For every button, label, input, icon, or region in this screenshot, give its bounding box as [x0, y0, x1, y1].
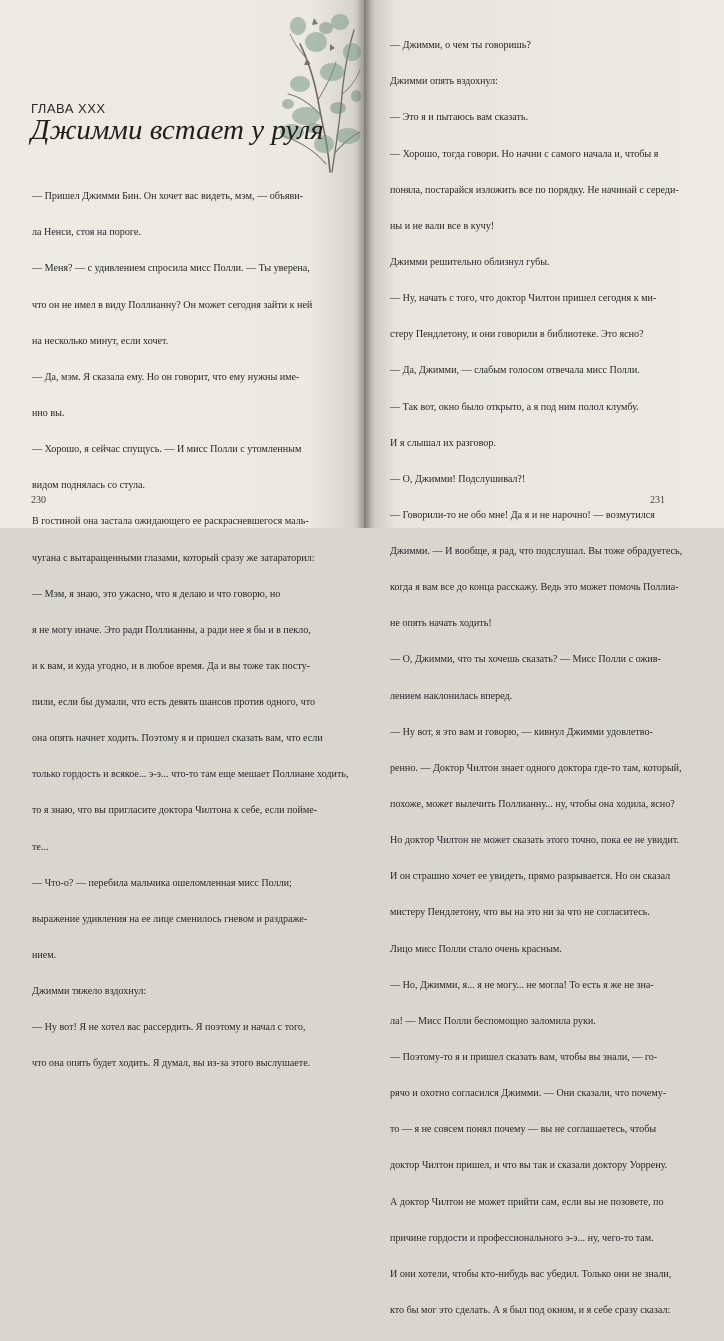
text-line: Лицо мисс Полли стало очень красным. — [390, 943, 562, 955]
text-line: доктор Чилтон пришел, и что вы так и сказали доктору Уоррену. — [390, 1160, 668, 1172]
text-line: на несколько минут, если хочет. — [32, 335, 169, 347]
text-line: ла Ненси, стоя на пороге. — [32, 227, 141, 239]
text-line: что он не имел в виду Поллианну? Он может сегодня зайти к ней — [32, 299, 313, 311]
text-line: Джимми опять вздохнул: — [390, 76, 498, 88]
text-line: — Поэтому-то я и пришел сказать вам, чтобы вы знали, — го- — [390, 1052, 658, 1064]
text-line: Джимми тяжело вздохнул: — [32, 986, 147, 998]
text-line: выражение удивления на ее лице сменилось гневом и раздраже- — [32, 913, 308, 925]
text-line: пили, если бы думали, что есть девять шансов против одного, что — [32, 697, 316, 709]
text-line: видом поднялась со стула. — [32, 480, 145, 492]
text-line: — Так вот, окно было открыто, а я под ним полол клумбу. — [390, 401, 639, 413]
text-line: — Ну вот, я это вам и говорю, — кивнул Джимми удовлетво- — [390, 726, 653, 738]
text-line: Джимми. — И вообще, я рад, что подслушал. Вы тоже обрадуетесь, — [390, 546, 683, 558]
chapter-title: Джимми встает у руля — [31, 114, 324, 146]
left-page — [0, 0, 364, 1070]
text-line: мистеру Пендлетону, что вы на это ни за что не согласитесь. — [390, 907, 650, 919]
text-line: нно вы. — [32, 407, 65, 419]
text-line: — Хорошо, я сейчас спущусь. — И мисс Полли с утомленным — [32, 444, 302, 456]
text-line: — О, Джимми! Подслушивал?! — [390, 473, 526, 485]
text-line: нием. — [32, 950, 57, 962]
text-line: кто бы мог это сделать. А я был под окном, и я себе сразу сказал: — [390, 1305, 671, 1317]
text-line: то я знаю, что вы пригласите доктора Чилтона к себе, если пойме- — [32, 805, 318, 817]
text-line: — Говорили-то не обо мне! Да я и не нарочно! — возмутился — [390, 509, 655, 521]
text-line: — Хорошо, тогда говори. Но начни с самого начала и, чтобы я — [390, 148, 659, 160]
text-line: — Мэм, я знаю, это ужасно, что я делаю и что говорю, но — [32, 588, 281, 600]
text-line: В гостиной она застала ожидающего ее раскрасневшегося маль- — [32, 516, 309, 528]
chapter-label: ГЛАВА XXX — [31, 101, 106, 116]
text-line: поняла, постарайся изложить все по порядку. Не начинай с середи- — [390, 184, 679, 196]
text-line: когда я вам все до конца расскажу. Ведь это может помочь Поллиа- — [390, 582, 679, 594]
book-gutter-shadow — [356, 0, 372, 528]
text-line: чугана с вытаращенными глазами, который сразу же затараторил: — [32, 552, 315, 564]
text-line: она опять начнет ходить. Поэтому я и пришел сказать вам, что если — [32, 733, 323, 745]
text-line: стеру Пендлетону, и они говорили в библиотеке. Это ясно? — [390, 329, 644, 341]
text-line: те... — [32, 841, 49, 853]
text-line: ны и не вали все в кучу! — [390, 220, 495, 232]
text-line: А доктор Чилтон не может прийти сам, если вы не позовете, по — [390, 1196, 664, 1208]
text-line: И он страшно хочет ее увидеть, прямо разрывается. Но он сказал — [390, 871, 671, 883]
text-line: похоже, может вылечить Поллианну... ну, чтобы она ходила, ясно? — [390, 799, 675, 811]
text-line: — Ну вот! Я не хотел вас рассердить. Я поэтому и начал с того, — [32, 1022, 306, 1034]
chapter-illustration — [270, 4, 362, 174]
text-line: рячо и охотно согласился Джимми. — Они сказали, что почему- — [390, 1088, 667, 1100]
text-line: Джимми решительно облизнул губы. — [390, 256, 550, 268]
right-page-text — [390, 16, 682, 1341]
text-line: ла! — Мисс Полли беспомощно заломила руки. — [390, 1015, 596, 1027]
text-line: лением наклонилась вперед. — [390, 690, 513, 702]
text-line: — Да, мэм. Я сказала ему. Но он говорит, что ему нужны име- — [32, 371, 300, 383]
left-page-text — [32, 167, 349, 1095]
text-line: — Да, Джимми, — слабым голосом отвечала мисс Полли. — [390, 365, 640, 377]
text-line: И я слышал их разговор. — [390, 437, 496, 449]
text-line: и к вам, и куда угодно, и в любое время. Да и вы тоже так посту- — [32, 660, 311, 672]
text-line: только гордость и всякое... э-э... что-то там еще мешает Поллиане ходить, — [32, 769, 349, 781]
text-line: — Ну, начать с того, что доктор Чилтон пришел сегодня к ми- — [390, 293, 657, 305]
text-line: — Но, Джимми, я... я не могу... не могла! То есть я же не зна- — [390, 979, 654, 991]
page-number-left: 230 — [31, 495, 46, 506]
text-line: И они хотели, чтобы кто-нибудь вас убедил. Только они не знали, — [390, 1268, 672, 1280]
right-page — [364, 0, 724, 1317]
text-line: я не могу иначе. Это ради Поллианны, а ради нее я бы и в пекло, — [32, 624, 311, 636]
text-line: что она опять будет ходить. Я думал, вы из-за этого выслушаете. — [32, 1058, 311, 1070]
text-line: не опять начать ходить! — [390, 618, 492, 630]
text-line: — Пришел Джимми Бин. Он хочет вас видеть, мэм, — объяви- — [32, 191, 304, 203]
text-line: — Это я и пытаюсь вам сказать. — [390, 112, 529, 124]
text-line: причине гордости и профессионального э-э... ну, чего-то там. — [390, 1232, 654, 1244]
text-line: Но доктор Чилтон не может сказать этого точно, пока ее не увидит. — [390, 835, 680, 847]
text-line: — Что-о? — перебила мальчика ошеломленная мисс Полли; — [32, 877, 292, 889]
text-line: ренно. — Доктор Чилтон знает одного доктора где-то там, который, — [390, 762, 682, 774]
text-line: то — я не совсем понял почему — вы не соглашаетесь, чтобы — [390, 1124, 657, 1136]
text-line: — Джимми, о чем ты говоришь? — [390, 40, 531, 52]
text-line: — Меня? — с удивлением спросила мисс Полли. — Ты уверена, — [32, 263, 310, 275]
page-number-right: 231 — [650, 495, 665, 506]
text-line: — О, Джимми, что ты хочешь сказать? — Мисс Полли с ожив- — [390, 654, 661, 666]
